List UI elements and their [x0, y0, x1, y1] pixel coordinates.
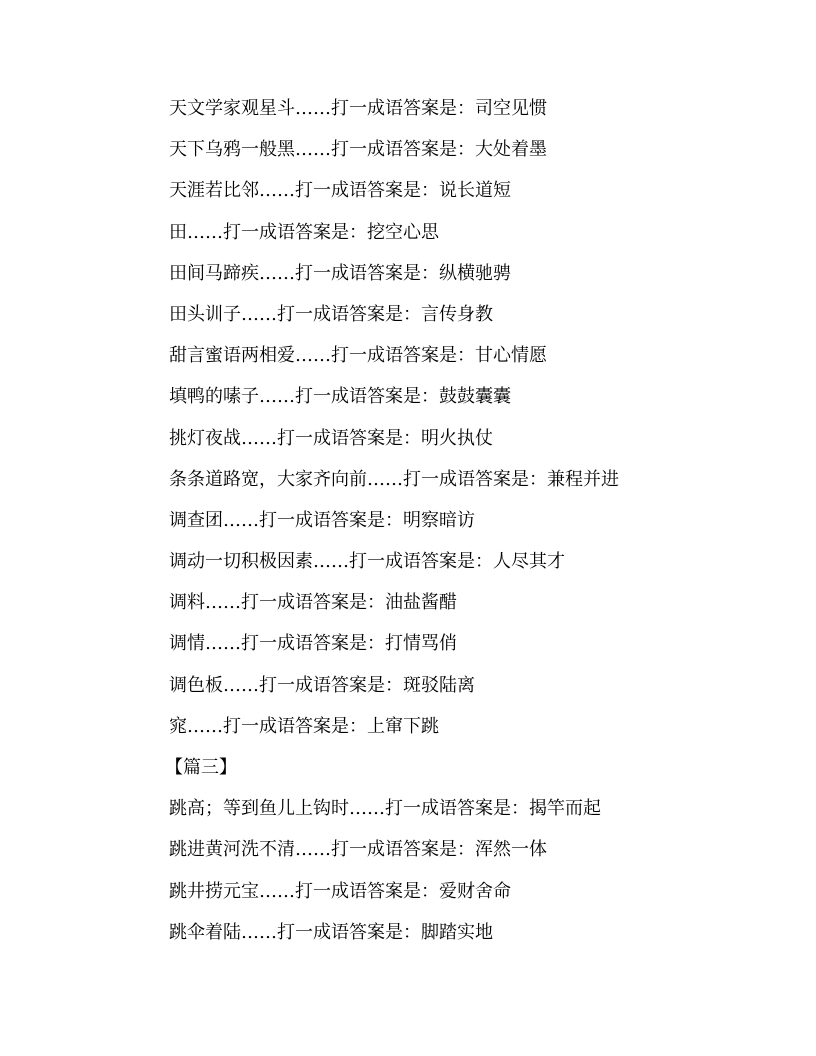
riddle-line-16: 窕……打一成语答案是：上窜下跳 [169, 715, 439, 737]
section-heading: 【篇三】 [165, 757, 237, 778]
riddle-list [165, 88, 769, 953]
riddle-line-13: 调料……打一成语答案是：油盐酱醋 [169, 592, 457, 614]
riddle-line-20: 跳伞着陆……打一成语答案是：脚踏实地 [169, 921, 493, 943]
riddle-line-10: 条条道路宽，大家齐向前……打一成语答案是：兼程并进 [169, 468, 619, 490]
riddle-line-7: 甜言蜜语两相爱……打一成语答案是：甘心情愿 [169, 345, 547, 367]
riddle-line-18: 跳进黄河洗不清……打一成语答案是：浑然一体 [169, 839, 547, 861]
riddle-line-15: 调色板……打一成语答案是：斑驳陆离 [169, 674, 475, 696]
riddle-line-11: 调查团……打一成语答案是：明察暗访 [169, 509, 475, 531]
riddle-line-3: 天涯若比邻……打一成语答案是：说长道短 [169, 180, 511, 202]
riddle-line-5: 田间马蹄疾……打一成语答案是：纵横驰骋 [169, 262, 511, 284]
riddle-line-12: 调动一切积极因素……打一成语答案是：人尽其才 [169, 551, 565, 573]
riddle-line-14: 调情……打一成语答案是：打情骂俏 [169, 633, 457, 655]
riddle-line-17: 跳高；等到鱼儿上钩时……打一成语答案是：揭竿而起 [169, 798, 601, 820]
riddle-line-6: 田头训子……打一成语答案是：言传身教 [169, 303, 493, 325]
riddle-line-9: 挑灯夜战……打一成语答案是：明火执仗 [169, 427, 493, 449]
riddle-line-2: 天下乌鸦一般黑……打一成语答案是：大处着墨 [169, 139, 547, 161]
riddle-line-19: 跳井捞元宝……打一成语答案是：爱财舍命 [169, 880, 511, 902]
riddle-line-1: 天文学家观星斗……打一成语答案是：司空见惯 [169, 98, 547, 119]
riddle-line-4: 田……打一成语答案是：挖空心思 [169, 221, 439, 243]
riddle-line-8: 填鸭的嗉子……打一成语答案是：鼓鼓囊囊 [169, 386, 511, 408]
